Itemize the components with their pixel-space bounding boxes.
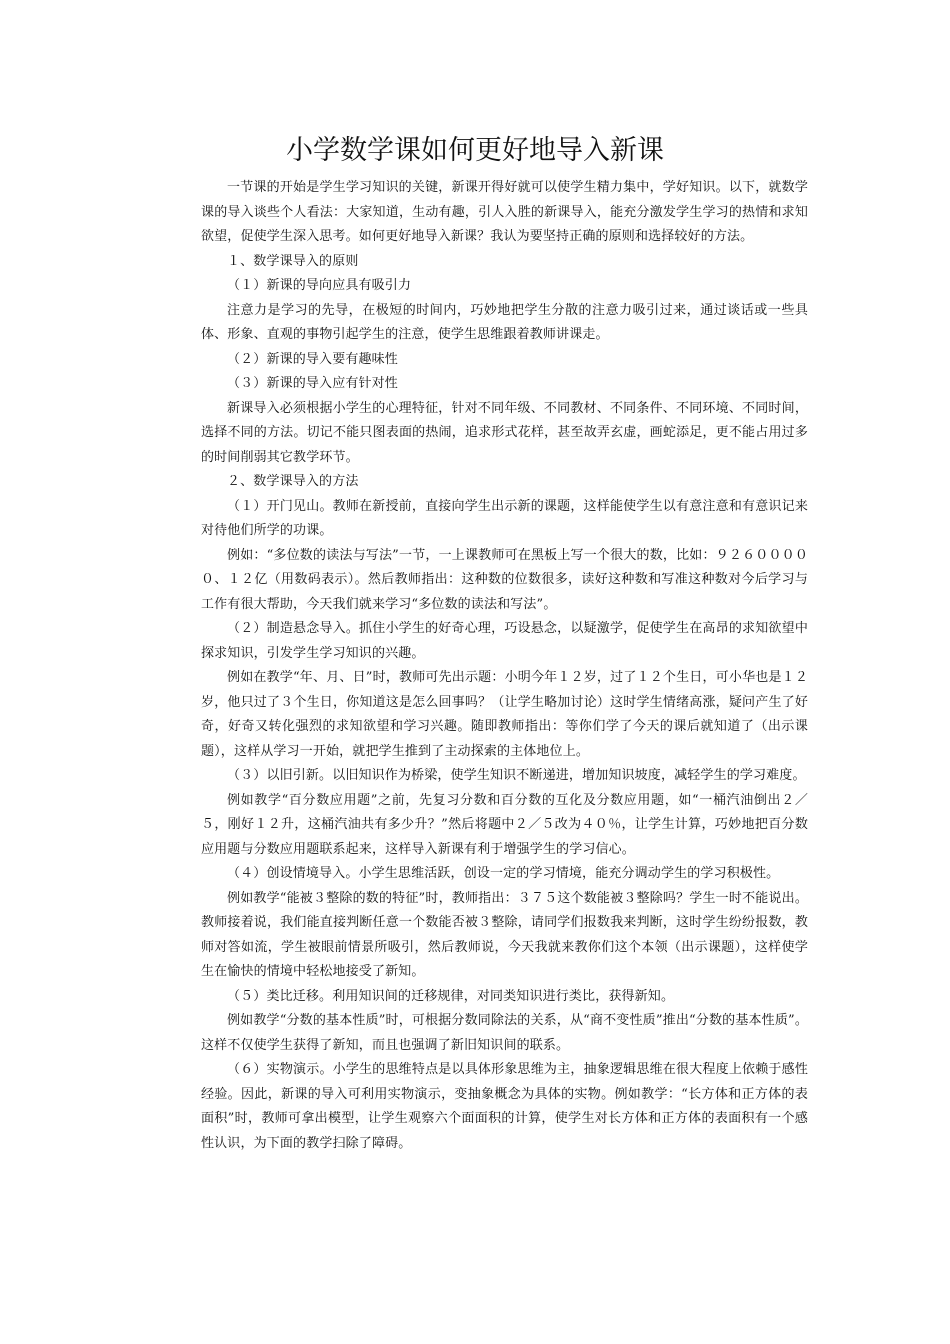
method-old-to-new: （３）以旧引新。以旧知识作为桥梁，使学生知识不断递进，增加知识坡度，减轻学生的学习难度。 — [227, 768, 806, 783]
section-heading-methods: ２、数学课导入的方法 — [227, 474, 359, 489]
paragraph-targeted: 新课导入必须根据小学生的心理特征，针对不同年级、不同教材、不同条件、不同环境、不同时间，选择不同的方法。切记不能只图表面的热闹，追求形式花样，甚至故弄玄虚，画蛇添足，更不能占用过多的时间削弱其它教学环节。 — [201, 400, 808, 465]
example-suspense: 例如在教学“年、月、日”时，教师可先出示题：小明今年１２岁，过了１２个生日，可小华也是１２岁，他只过了３个生日，你知道这是怎么回事吗？（让学生略加讨论）这时学生情绪高涨，疑问产生了好奇，好奇又转化强烈的求知欲望和学习兴趣。随即教师指出：等你们学了今天的课后就知道了（出示课题），这样从学习一开始，就把学生推到了主动探索的主体地位上。 — [201, 670, 808, 759]
paragraph-intro: 一节课的开始是学生学习知识的关键，新课开得好就可以使学生精力集中，学好知识。以下，就数学课的导入谈些个人看法：大家知道，生动有趣，引人入胜的新课导入，能充分激发学生学习的热情和求知欲望，促使学生深入思考。如何更好地导入新课？我认为要坚持正确的原则和选择较好的方法。 — [201, 180, 808, 244]
method-suspense: （２）制造悬念导入。抓住小学生的好奇心理，巧设悬念，以疑激学，促使学生在高昂的求知欲望中探求知识，引发学生学习知识的兴趣。 — [201, 621, 808, 661]
method-analogy: （５）类比迁移。利用知识间的迁移规律，对同类知识进行类比，获得新知。 — [227, 988, 675, 1004]
section-heading-principles: １、数学课导入的原则 — [227, 253, 359, 269]
example-direct: 例如：“多位数的读法与写法”一节，一上课教师可在黑板上写一个很大的数，比如：９２６０００００、１２亿（用数码表示）。然后教师指出：这种数的位数很多，读好这种数和写准这种数对今后学习与工作有很大帮助，今天我们就来学习“多位数的读法和写法”。 — [201, 547, 808, 612]
subheading-targeted: （３）新课的导入应有针对性 — [227, 376, 398, 391]
document-title: 小学数学课如何更好地导入新课 — [286, 135, 664, 166]
example-old-to-new: 例如教学“百分数应用题”之前，先复习分数和百分数的互化及分数应用题，如“一桶汽油倒出２／５，刚好１２升，这桶汽油共有多少升？”然后将题中２／５改为４０％，让学生计算，巧妙地把百分数应用题与分数应用题联系起来，这样导入新课有利于增强学生的学习信心。 — [201, 792, 808, 857]
subheading-interest: （２）新课的导入要有趣味性 — [227, 351, 398, 367]
example-analogy: 例如教学“分数的基本性质”时，可根据分数同除法的关系，从“商不变性质”推出“分数的基本性质”。这样不仅使学生获得了新知，而且也强调了新旧知识间的联系。 — [201, 1013, 808, 1053]
example-situation: 例如教学“能被３整除的数的特征”时，教师指出：３７５这个数能被３整除吗？学生一时不能说出。教师接着说，我们能直接判断任意一个数能否被３整除，请同学们报数我来判断，这时学生纷纷报数，教师对答如流，学生被眼前情景所吸引，然后教师说，今天我就来教你们这个本领（出示课题），这样使学生在愉快的情境中轻松地接受了新知。 — [201, 890, 808, 979]
method-direct: （１）开门见山。教师在新授前，直接向学生出示新的课题，这样能使学生以有意注意和有意识记来对待他们所学的功课。 — [201, 498, 808, 538]
document-body — [201, 176, 808, 1156]
paragraph-attention: 注意力是学习的先导，在极短的时间内，巧妙地把学生分散的注意力吸引过来，通过谈话或一些具体、形象、直观的事物引起学生的注意，使学生思维跟着教师讲课走。 — [201, 302, 808, 342]
subheading-attraction: （１）新课的导向应具有吸引力 — [227, 278, 412, 293]
method-situation: （４）创设情境导入。小学生思维活跃，创设一定的学习情境，能充分调动学生的学习积极性。 — [227, 866, 780, 881]
method-demonstration: （６）实物演示。小学生的思维特点是以具体形象思维为主，抽象逻辑思维在很大程度上依赖于感性经验。因此，新课的导入可利用实物演示，变抽象概念为具体的实物。例如教学：“长方体和正方体的表面积”时，教师可拿出模型，让学生观察六个面面积的计算，使学生对长方体和正方体的表面积有一个感性认识，为下面的教学扫除了障碍。 — [201, 1062, 808, 1151]
